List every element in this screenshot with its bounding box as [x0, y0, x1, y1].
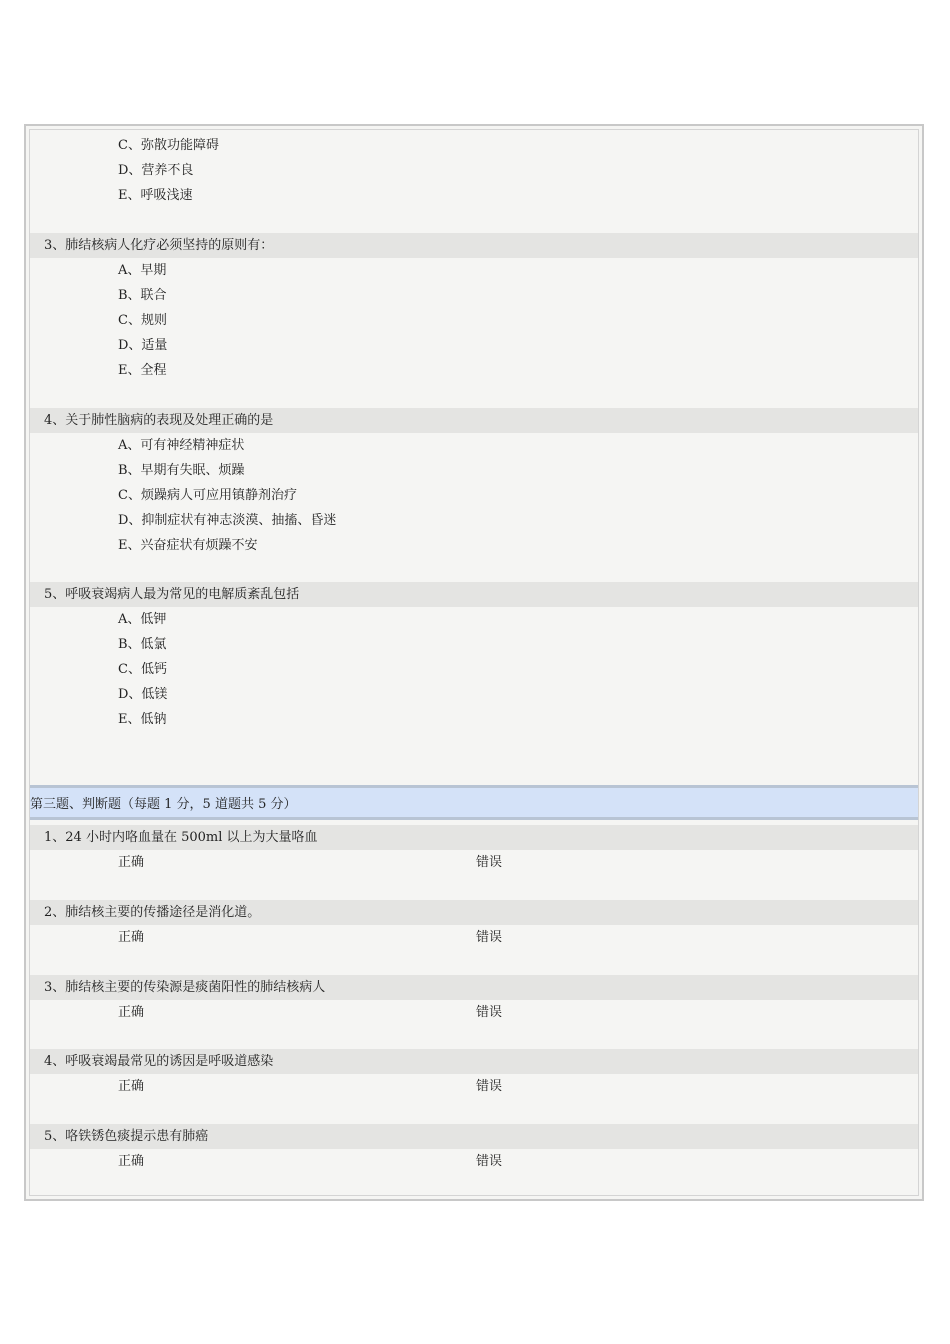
option-q5-e[interactable]: E、低钠: [118, 712, 167, 727]
judge-answer-row: [30, 1074, 918, 1099]
question-title: 5、呼吸衰竭病人最为常见的电解质紊乱包括: [30, 582, 918, 607]
judge-answer-row: [30, 1000, 918, 1025]
judge-question: 5、咯铁锈色痰提示患有肺癌: [30, 1124, 918, 1149]
question-title: 3、肺结核病人化疗必须坚持的原则有：: [30, 233, 918, 258]
answer-false[interactable]: 错误: [476, 855, 503, 870]
option-q4-b[interactable]: B、早期有失眠、烦躁: [118, 463, 245, 478]
option-q2-e[interactable]: E、呼吸浅速: [118, 188, 193, 203]
answer-true[interactable]: 正确: [118, 855, 145, 870]
option-q2-d[interactable]: D、营养不良: [118, 163, 194, 178]
option-q3-a[interactable]: A、早期: [118, 263, 167, 278]
answer-false[interactable]: 错误: [476, 930, 503, 945]
option-q3-e[interactable]: E、全程: [118, 363, 167, 378]
answer-false[interactable]: 错误: [476, 1154, 503, 1169]
answer-false[interactable]: 错误: [476, 1005, 503, 1020]
option-q3-d[interactable]: D、适量: [118, 338, 168, 353]
judge-answer-row: [30, 1149, 918, 1174]
option-q4-a[interactable]: A、可有神经精神症状: [118, 438, 245, 453]
exam-inner: [29, 129, 919, 1196]
judge-question: 2、肺结核主要的传播途径是消化道。: [30, 900, 918, 925]
answer-true[interactable]: 正确: [118, 930, 145, 945]
option-q5-b[interactable]: B、低氯: [118, 637, 167, 652]
option-q3-c[interactable]: C、规则: [118, 313, 167, 328]
option-q4-e[interactable]: E、兴奋症状有烦躁不安: [118, 538, 258, 553]
option-q2-c[interactable]: C、弥散功能障碍: [118, 138, 219, 153]
option-q3-b[interactable]: B、联合: [118, 288, 167, 303]
option-q4-c[interactable]: C、烦躁病人可应用镇静剂治疗: [118, 488, 297, 503]
judge-answer-row: [30, 925, 918, 950]
section-header: [30, 785, 918, 820]
option-q5-c[interactable]: C、低钙: [118, 662, 167, 677]
option-q4-d[interactable]: D、抑制症状有神志淡漠、抽搐、昏迷: [118, 513, 337, 528]
answer-true[interactable]: 正确: [118, 1154, 145, 1169]
answer-true[interactable]: 正确: [118, 1079, 145, 1094]
question-title: 4、关于肺性脑病的表现及处理正确的是: [30, 408, 918, 433]
answer-false[interactable]: 错误: [476, 1079, 503, 1094]
option-q5-a[interactable]: A、低钾: [118, 612, 167, 627]
exam-frame: [24, 124, 924, 1201]
option-q5-d[interactable]: D、低镁: [118, 687, 168, 702]
judge-question: 4、呼吸衰竭最常见的诱因是呼吸道感染: [30, 1049, 918, 1074]
judge-answer-row: [30, 850, 918, 875]
section-title: 第三题、判断题（每题 1 分，5 道题共 5 分）: [30, 797, 297, 812]
answer-true[interactable]: 正确: [118, 1005, 145, 1020]
judge-question: 3、肺结核主要的传染源是痰菌阳性的肺结核病人: [30, 975, 918, 1000]
judge-question: 1、24 小时内咯血量在 500ml 以上为大量咯血: [30, 825, 918, 850]
